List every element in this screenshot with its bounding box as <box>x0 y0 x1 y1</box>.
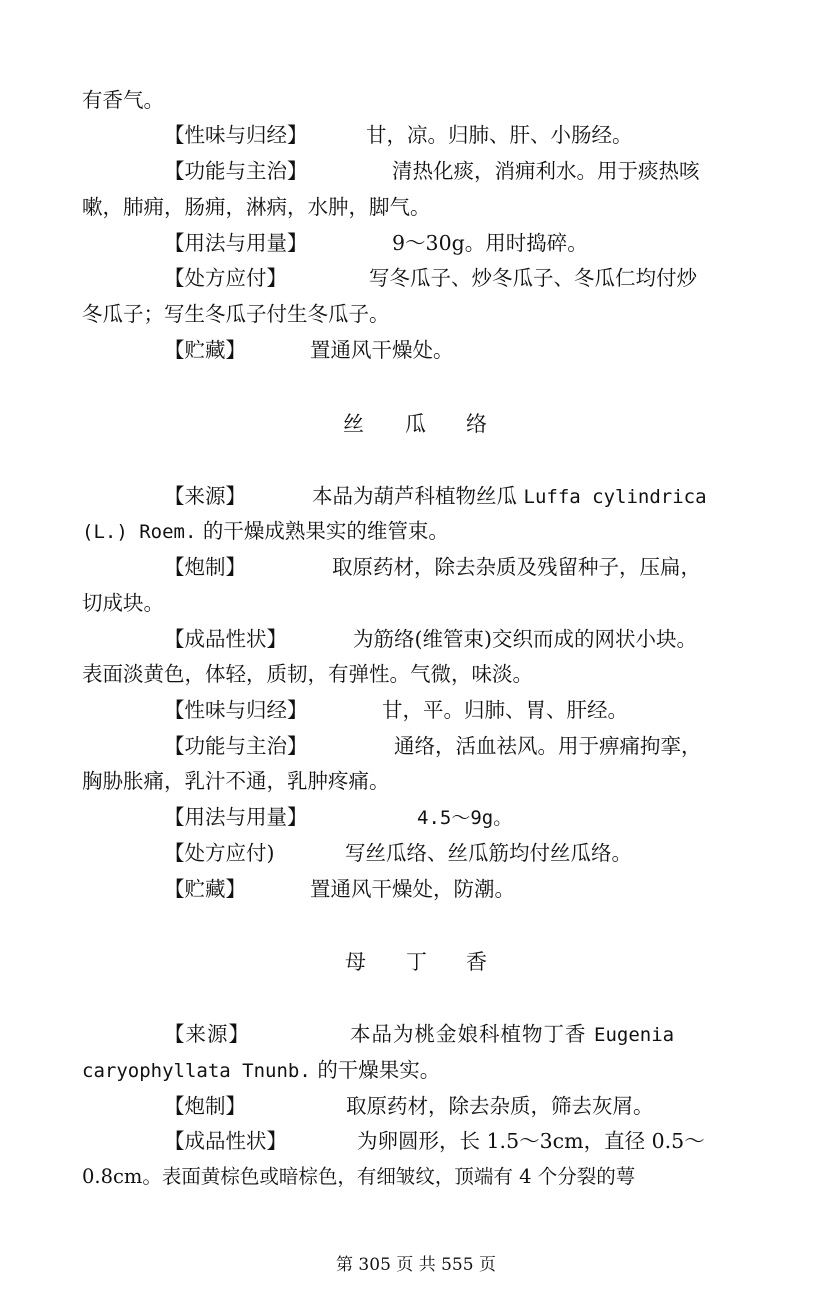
body-line <box>164 1020 674 1049</box>
title-char: 瓜 <box>405 412 426 436</box>
body-line <box>82 1056 440 1085</box>
section-label: 【来源】 <box>164 484 246 508</box>
text: 为卵圆形，长 1.5～3cm，直径 0.5～ <box>357 1129 705 1153</box>
text: 9～30g。用时捣碎。 <box>392 231 588 255</box>
text: 写丝瓜络、丝瓜筋均付丝瓜络。 <box>345 841 632 865</box>
body-line <box>82 589 164 617</box>
text: 冬瓜子；写生冬瓜子付生冬瓜子。 <box>82 302 390 326</box>
body-line <box>82 86 164 114</box>
text: 本品为葫芦科植物丝瓜 <box>312 484 517 508</box>
section-label: 【来源】 <box>164 1022 250 1046</box>
title-char: 母 <box>345 950 366 974</box>
body-line <box>82 300 390 328</box>
latin-name: (L.) Roem. <box>82 521 197 543</box>
body-line <box>82 1163 635 1191</box>
section-label: 【成品性状】 <box>164 1129 287 1153</box>
body-line <box>164 1092 654 1120</box>
text: 置通风干燥处。 <box>310 338 454 362</box>
text: 本品为桃金娘科植物丁香 <box>350 1022 587 1046</box>
text: 的干燥成熟果实的维管束。 <box>202 519 449 543</box>
body-line <box>164 875 515 903</box>
latin-name: Eugenia <box>594 1024 675 1046</box>
body-line <box>164 803 512 832</box>
body-line <box>82 660 533 688</box>
text: 清热化痰，消痈利水。用于痰热咳 <box>392 159 700 183</box>
section-label: 【炮制】 <box>164 1094 246 1118</box>
section-label: 【炮制】 <box>164 555 246 579</box>
body-line <box>164 229 588 257</box>
section-label: 【贮藏】 <box>164 877 246 901</box>
text: 通络，活血祛风。用于痹痛拘挛， <box>394 734 702 758</box>
section-label: 【贮藏】 <box>164 338 246 362</box>
text: 置通风干燥处，防潮。 <box>310 877 515 901</box>
section-label: 【性味与归经】 <box>164 698 308 722</box>
body-line <box>164 625 697 653</box>
text: 有香气。 <box>82 88 164 112</box>
section-label: 【成品性状】 <box>164 627 287 651</box>
latin-name: Luffa cylindrica <box>523 486 707 508</box>
text: 切成块。 <box>82 591 164 615</box>
text: 写冬瓜子、炒冬瓜子、冬瓜仁均付炒 <box>369 266 697 290</box>
body-line <box>164 157 700 185</box>
title-char: 丁 <box>406 950 427 974</box>
text: 甘，平。归肺、胃、肝经。 <box>382 698 628 722</box>
latin-name: caryophyllata Tnunb. <box>82 1060 311 1082</box>
text: 4.5～9g。 <box>417 807 513 829</box>
text: 0.8cm。表面黄棕色或暗棕色，有细皱纹，顶端有 4 个分裂的萼 <box>82 1165 636 1188</box>
section-label: 【处方应付) <box>164 841 275 865</box>
body-line <box>82 517 449 546</box>
body-line <box>82 767 390 795</box>
body-line <box>164 732 702 760</box>
text: 甘，凉。归肺、肝、小肠经。 <box>366 123 633 147</box>
body-line <box>164 482 707 511</box>
text: 表面淡黄色，体轻，质韧，有弹性。气微，味淡。 <box>82 662 533 686</box>
title-char: 香 <box>466 950 487 974</box>
section-title <box>0 948 832 976</box>
title-char: 络 <box>466 412 487 436</box>
body-line <box>164 264 697 292</box>
section-label: 【性味与归经】 <box>164 123 308 147</box>
body-line <box>164 121 633 149</box>
section-label: 【处方应付】 <box>164 266 287 290</box>
body-line <box>164 336 454 364</box>
section-label: 【功能与主治】 <box>164 734 308 758</box>
text: 胸胁胀痛，乳汁不通，乳肿疼痛。 <box>82 769 390 793</box>
body-line <box>164 839 632 867</box>
section-title <box>0 410 832 438</box>
text: 为筋络(维管束)交织而成的网状小块。 <box>353 627 697 651</box>
text: 嗽，肺痈，肠痈，淋病，水肿，脚气。 <box>82 195 431 219</box>
section-label: 【功能与主治】 <box>164 159 308 183</box>
body-line <box>164 696 628 724</box>
body-line <box>164 553 701 581</box>
body-line <box>164 1127 705 1155</box>
section-label: 【用法与用量】 <box>164 231 308 255</box>
text: 取原药材，除去杂质，筛去灰屑。 <box>346 1094 654 1118</box>
text: 取原药材，除去杂质及残留种子，压扁， <box>332 555 701 579</box>
page-number-footer: 第 305 页 共 555 页 <box>336 1255 496 1275</box>
title-char: 丝 <box>343 412 364 436</box>
body-line <box>82 193 431 221</box>
section-label: 【用法与用量】 <box>164 805 308 829</box>
text: 的干燥果实。 <box>317 1058 441 1082</box>
